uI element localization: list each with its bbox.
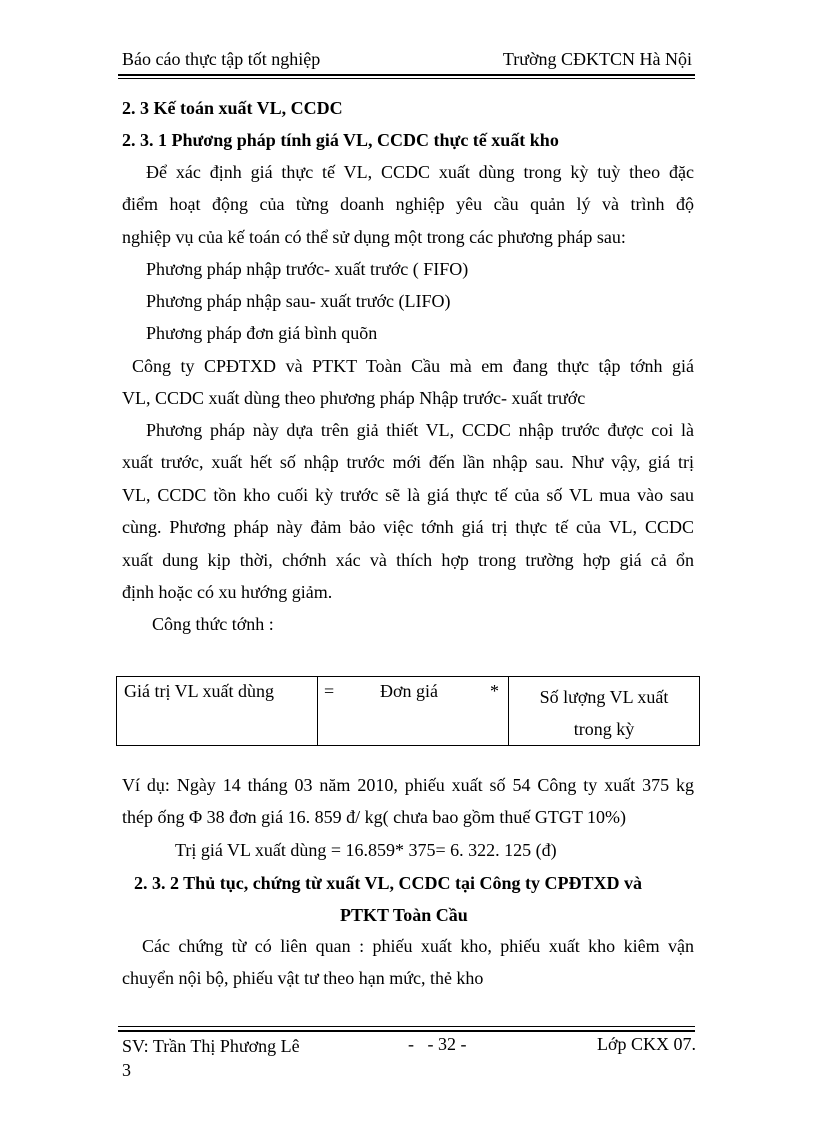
- documents-line: chuyển nội bộ, phiếu vật tư theo hạn mức, thẻ kho: [122, 968, 484, 989]
- company-paragraph: [122, 350, 694, 415]
- section-title: 2. 3 Kế toán xuất VL, CCDC: [122, 98, 343, 118]
- header-divider: [118, 74, 695, 76]
- formula-qty-cell: [509, 677, 700, 746]
- subsection-2-title-cont: PTKT Toàn Cầu: [340, 905, 468, 925]
- multiply-sign: *: [490, 681, 499, 701]
- example-line: thép ống Φ 38 đơn giá 16. 859 đ/ kg( chưa bao gồm thuế GTGT 10%): [122, 807, 627, 828]
- intro-line: điểm hoạt động của từng doanh nghiệp yêu cầu quản lý và trình độ: [122, 194, 694, 215]
- example-line: Ví dụ: Ngày 14 tháng 03 năm 2010, phiếu xuất số 54 Công ty xuất 375 kg: [122, 775, 694, 795]
- subsection-2-title: 2. 3. 2 Thủ tục, chứng từ xuất VL, CCDC tại Công ty CPĐTXD và: [134, 873, 642, 893]
- quantity-label-line-1: Số lượng VL xuất: [539, 687, 669, 707]
- example-paragraph: [122, 769, 694, 834]
- footer-divider: [118, 1030, 695, 1032]
- method-item: Phương pháp nhập trước- xuất trước ( FIFO): [146, 259, 469, 279]
- header-school-name: Trường CĐKTCN Hà Nội: [502, 49, 692, 69]
- footer-student: [122, 1034, 300, 1082]
- method-item: Phương pháp nhập sau- xuất trước (LIFO): [146, 291, 451, 311]
- footer-student-name-cont: 3: [122, 1060, 131, 1080]
- subsection-1-title: 2. 3. 1 Phương pháp tính giá VL, CCDC thực tế xuất kho: [122, 130, 559, 150]
- footer-divider-thin: [118, 1026, 695, 1027]
- footer-class: Lớp CKX 07.: [597, 1034, 697, 1054]
- footer-student-name: SV: Trần Thị Phương Lê: [122, 1036, 300, 1056]
- footer-page-number: - - 32 -: [408, 1034, 467, 1054]
- example-result: Trị giá VL xuất dùng = 16.859* 375= 6. 322. 125 (đ): [175, 840, 557, 860]
- header-divider-thin: [118, 78, 695, 79]
- explanation-line: Phương pháp này dựa trên giả thiết VL, CCDC nhập trước được coi là: [146, 420, 694, 440]
- formula-table: [116, 676, 700, 746]
- intro-line: Để xác định giá thực tế VL, CCDC xuất dùng trong kỳ tuỳ theo đặc: [146, 162, 694, 182]
- explanation-paragraph: [122, 414, 694, 608]
- formula-lhs: Giá trị VL xuất dùng: [124, 681, 274, 701]
- header-report-title: Báo cáo thực tập tốt nghiệp: [122, 49, 321, 69]
- unit-price-label: Đơn giá: [380, 681, 439, 701]
- formula-middle-cell: [318, 677, 509, 746]
- explanation-line: cùng. Phương pháp này đảm bảo việc tớnh giá trị thực tế của VL, CCDC: [122, 517, 694, 538]
- documents-line: Các chứng từ có liên quan : phiếu xuất kho, phiếu xuất kho kiêm vận: [142, 936, 694, 956]
- formula-lhs-cell: [117, 677, 318, 746]
- method-item: Phương pháp đơn giá bình quõn: [146, 323, 378, 343]
- explanation-line: xuất dung kịp thời, chớnh xác và thích hợp trong trường hợp giá cả ổn: [122, 549, 694, 570]
- documents-paragraph: [122, 930, 694, 995]
- explanation-line: định hoặc có xu hướng giảm.: [122, 581, 333, 602]
- explanation-line: VL, CCDC tồn kho cuối kỳ trước sẽ là giá thực tế của số VL mua vào sau: [122, 484, 694, 505]
- explanation-line: xuất trước, xuất hết số nhập trước mới đến lần nhập sau. Như vậy, giá trị: [122, 452, 694, 473]
- intro-paragraph: [122, 156, 694, 253]
- quantity-label-line-2: trong kỳ: [573, 719, 635, 739]
- formula-label: Công thức tớnh :: [152, 614, 274, 634]
- company-line: Công ty CPĐTXD và PTKT Toàn Cầu mà em đang thực tập tớnh giá: [132, 356, 694, 376]
- intro-line: nghiệp vụ của kế toán có thể sử dụng một trong các phương pháp sau:: [122, 226, 626, 247]
- company-line: VL, CCDC xuất dùng theo phương pháp Nhập trước- xuất trước: [122, 388, 586, 409]
- equals-sign: =: [324, 681, 335, 701]
